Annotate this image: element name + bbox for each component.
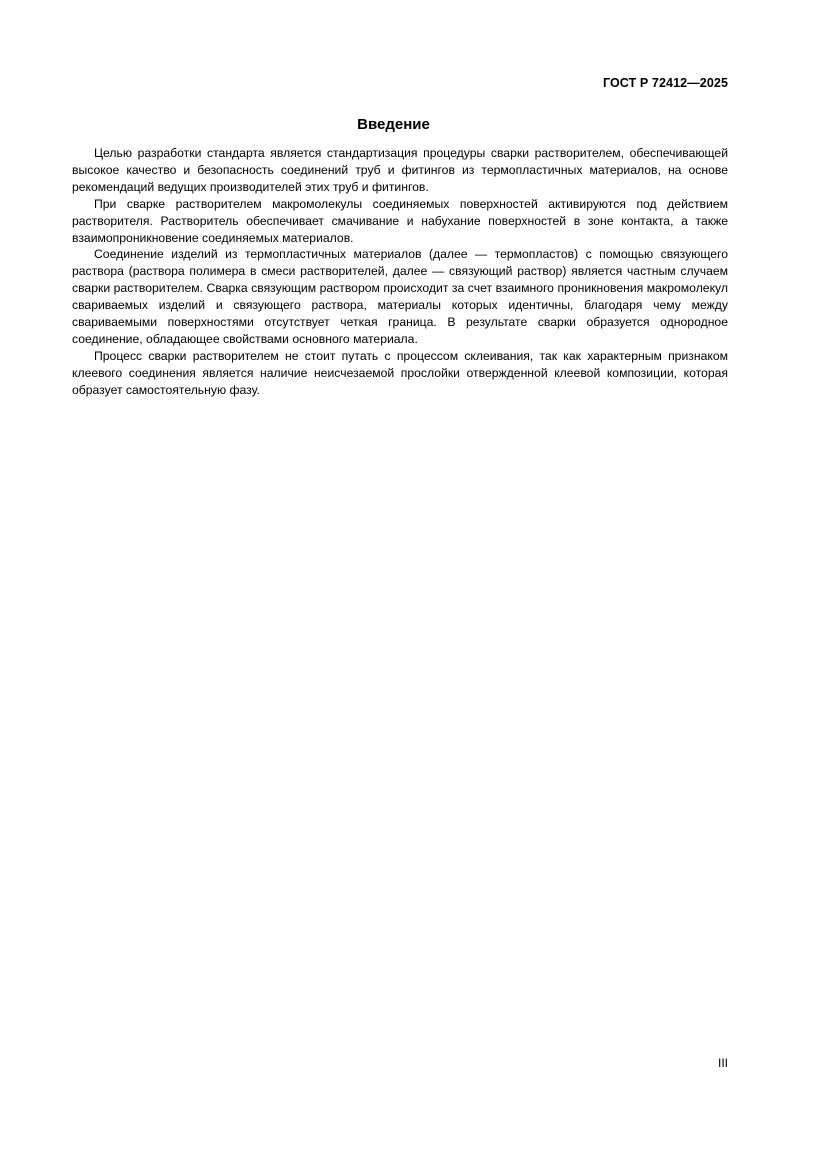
paragraph: Соединение изделий из термопластичных материалов (далее — термопластов) с помощью связующего раствора (раствора полимера в смеси растворителей, далее — связующий раствор) является частным случаем сварки растворителем. Сварка связующим раствором происходит за счет взаимного проникновения макромолекул свариваемых изделий и связующего раствора, материалы которых идентичны, благодаря чему между свариваемыми поверхностями отсутствует четкая граница. В результате сварки образуется однородное соединение, обладающее свойствами основного материала.	[72, 247, 728, 346]
document-code: ГОСТ Р 72412—2025	[602, 76, 728, 90]
paragraph: Процесс сварки растворителем не стоит путать с процессом склеивания, так как характерным признаком клеевого соединения является наличие неисчезаемой прослойки отвержденной клеевой композиции, которая образует самостоятельную фазу.	[72, 348, 728, 397]
paragraph: При сварке растворителем макромолекулы соединяемых поверхностей активируются под действием растворителя. Растворитель обеспечивает смачивание и набухание поверхностей в зоне контакта, а также взаимопроникновение соединяемых материалов.	[72, 196, 728, 245]
body-text	[72, 145, 728, 399]
section-title: Введение	[357, 116, 430, 133]
paragraph: Целью разработки стандарта является стандартизация процедуры сварки растворителем, обеспечивающей высокое качество и безопасность соединений труб и фитингов из термопластичных материалов, на основе рекомендаций ведущих производителей этих труб и фитингов.	[72, 146, 728, 194]
page-number: III	[717, 1056, 728, 1070]
